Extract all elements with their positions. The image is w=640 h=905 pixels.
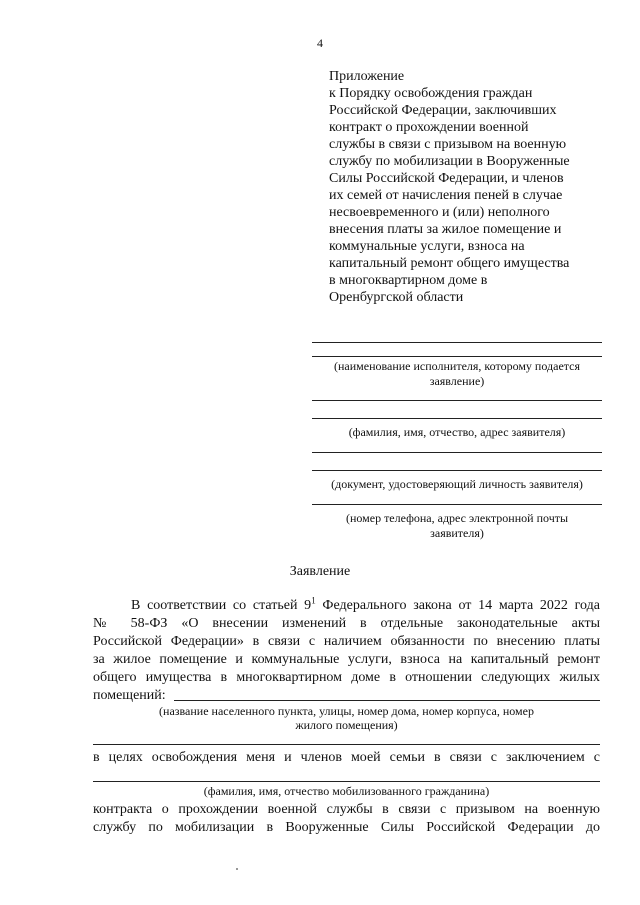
contact-fill-line xyxy=(312,504,602,505)
premises-fill-line xyxy=(93,744,600,745)
document-fill-line xyxy=(312,470,602,471)
applicant-caption: (фамилия, имя, отчество, адрес заявителя) xyxy=(348,425,566,439)
contact-caption: (номер телефона, адрес электронной почты xyxy=(345,511,569,525)
appendix-line: несвоевременного и (или) неполного xyxy=(329,205,550,220)
document-title: Заявление xyxy=(289,564,351,579)
address-caption: (название населенного пункта, улицы, номер дома, номер корпуса, номер xyxy=(159,704,534,718)
page-number: 4 xyxy=(317,36,323,50)
executor-caption: заявление) xyxy=(429,374,485,388)
applicant-fill-line xyxy=(312,400,602,401)
body-line: общего имущества в многоквартирном доме в отношении следующих жилых xyxy=(93,670,600,685)
appendix-line: Приложение xyxy=(329,69,405,84)
document-caption: (документ, удостоверяющий личность заявителя) xyxy=(331,477,583,491)
appendix-line: коммунальные услуги, взноса на xyxy=(329,239,525,254)
article-superscript: 1 xyxy=(311,595,316,606)
appendix-line: службу по мобилизации в Вооруженные xyxy=(329,154,570,169)
appendix-line: Силы Российской Федерации, и членов xyxy=(329,171,564,186)
appendix-header xyxy=(329,68,619,306)
premises-fill-line xyxy=(174,700,600,701)
body-text: В соответствии со статьей 9 xyxy=(131,598,312,613)
appendix-line: Оренбургской области xyxy=(329,290,464,305)
appendix-line: Российской Федерации, заключивших xyxy=(329,103,557,118)
executor-fill-line xyxy=(312,342,602,343)
executor-caption: (наименование исполнителя, которому подается xyxy=(333,359,581,373)
applicant-fill-line xyxy=(312,418,602,419)
contact-caption: заявителя) xyxy=(430,526,484,540)
appendix-line: к Порядку освобождения граждан xyxy=(329,86,533,101)
document-fill-line xyxy=(312,452,602,453)
body-text: Федерального закона от 14 марта 2022 года xyxy=(315,598,600,613)
appendix-line: внесения платы за жилое помещение и xyxy=(329,222,562,237)
body-line xyxy=(93,687,600,704)
body-text: помещений: xyxy=(93,688,166,703)
appendix-line: их семей от начисления пеней в случае xyxy=(329,188,563,203)
body-line xyxy=(93,597,600,614)
appendix-line: контракт о прохождении военной xyxy=(329,120,529,135)
mobilized-fill-line xyxy=(93,781,600,782)
body-line: в целях освобождения меня и членов моей семьи в связи с заключением с xyxy=(93,750,600,765)
body-line: контракта о прохождении военной службы в связи с призывом на военную xyxy=(93,802,600,817)
body-line: службу по мобилизации в Вооруженные Силы Российской Федерации до xyxy=(93,820,600,835)
executor-fill-line xyxy=(312,356,602,357)
mobilized-caption: (фамилия, имя, отчество мобилизованного гражданина) xyxy=(203,784,490,798)
body-line: № 58-ФЗ «О внесении изменений в отдельные законодательные акты xyxy=(93,616,600,631)
appendix-line: в многоквартирном доме в xyxy=(329,273,488,288)
appendix-line: капитальный ремонт общего имущества xyxy=(329,256,570,271)
body-line: Российской Федерации» в связи с наличием обязанности по внесению платы xyxy=(93,634,600,649)
body-line: за жилое помещение и коммунальные услуги, взноса на капитальный ремонт xyxy=(93,652,600,667)
appendix-line: службы в связи с призывом на военную xyxy=(329,137,567,152)
scan-speck xyxy=(236,868,238,870)
address-caption: жилого помещения) xyxy=(295,718,398,732)
